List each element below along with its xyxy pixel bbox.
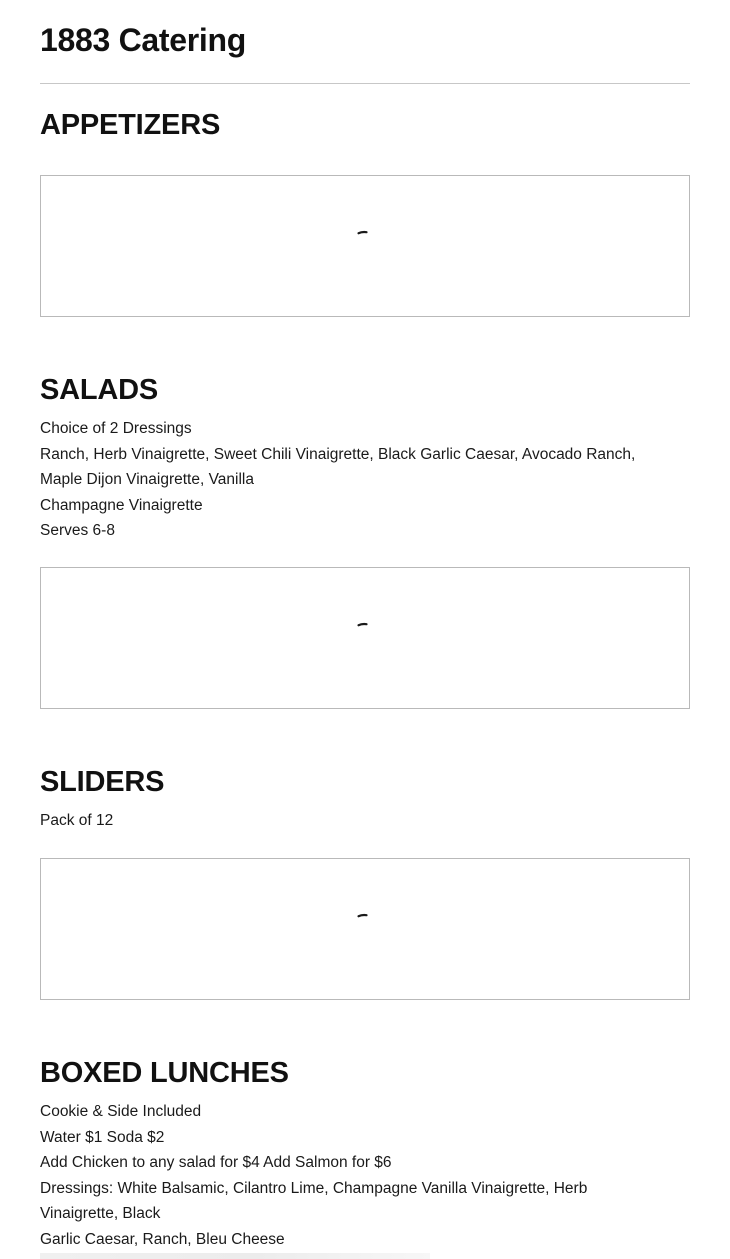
description-line: Vinaigrette, Black bbox=[40, 1205, 161, 1223]
boxed-lunches-description bbox=[40, 1099, 690, 1253]
appetizers-menu-embed bbox=[40, 175, 690, 317]
section-title-boxed-lunches: BOXED LUNCHES bbox=[40, 1057, 289, 1089]
description-line: Garlic Caesar, Ranch, Bleu Cheese bbox=[40, 1230, 285, 1248]
section-title-appetizers: APPETIZERS bbox=[40, 109, 221, 141]
salads-description bbox=[40, 416, 690, 544]
loading-spinner-icon bbox=[357, 619, 369, 631]
description-line: Add Chicken to any salad for $4 Add Salmon for $6 bbox=[40, 1154, 392, 1172]
description-line: Dressings: White Balsamic, Cilantro Lime, Champagne Vanilla Vinaigrette, Herb bbox=[40, 1179, 588, 1197]
title-divider bbox=[40, 83, 690, 84]
sliders-description bbox=[40, 808, 690, 834]
salads-menu-embed bbox=[40, 567, 690, 709]
description-line: Cookie & Side Included bbox=[40, 1103, 202, 1120]
page-title: 1883 Catering bbox=[40, 22, 246, 58]
description-line: Serves 6-8 bbox=[40, 522, 115, 540]
cropped-content-edge bbox=[40, 1253, 430, 1259]
section-title-sliders: SLIDERS bbox=[40, 766, 165, 798]
section-title-salads: SALADS bbox=[40, 374, 159, 406]
loading-spinner-icon bbox=[357, 910, 369, 922]
description-line: Pack of 12 bbox=[40, 812, 114, 829]
description-line: Ranch, Herb Vinaigrette, Sweet Chili Vinaigrette, Black Garlic Caesar, Avocado Ranch, bbox=[40, 445, 636, 463]
loading-spinner-icon bbox=[357, 227, 369, 239]
description-line: Water $1 Soda $2 bbox=[40, 1128, 165, 1146]
description-line: Choice of 2 Dressings bbox=[40, 420, 192, 437]
sliders-menu-embed bbox=[40, 858, 690, 1000]
description-line: Champagne Vinaigrette bbox=[40, 496, 203, 514]
description-line: Maple Dijon Vinaigrette, Vanilla bbox=[40, 471, 254, 489]
